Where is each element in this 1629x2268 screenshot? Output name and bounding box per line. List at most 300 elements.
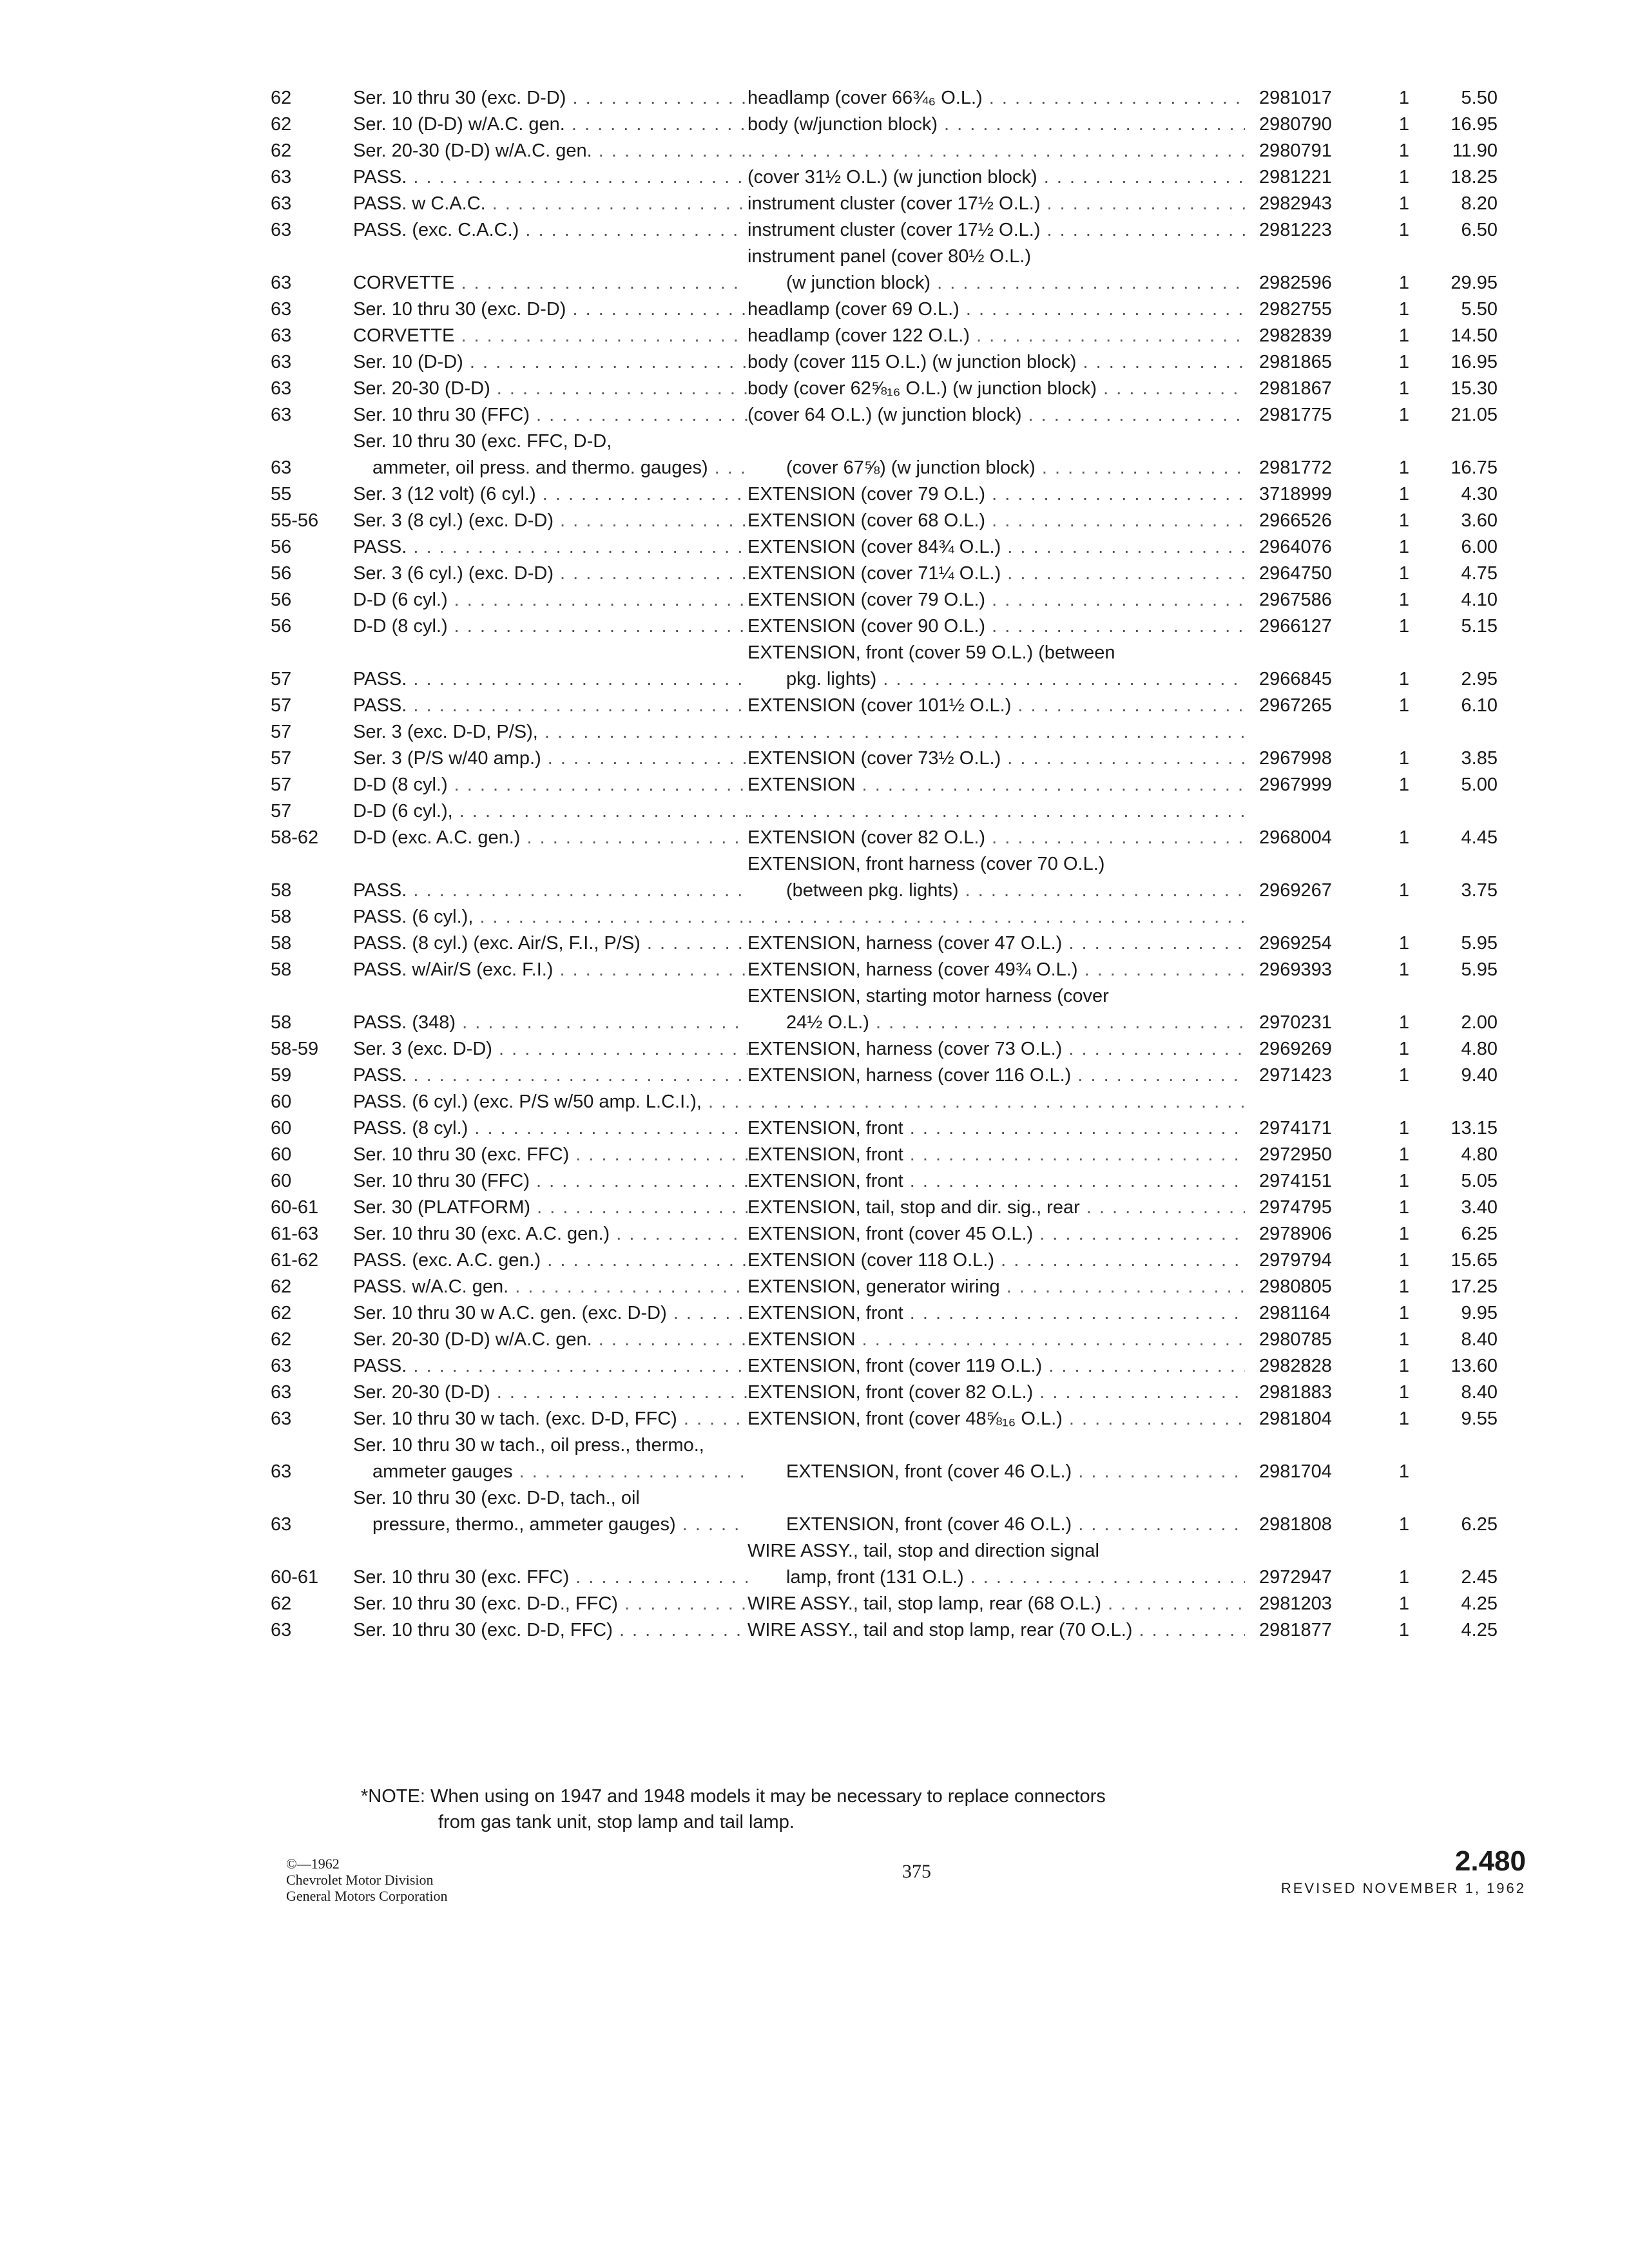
part-number-cell: 2968004 bbox=[1259, 827, 1332, 848]
part-number-cell: 2981808 bbox=[1259, 1514, 1332, 1535]
description-cell-line: body (cover 115 O.L.) (w junction block) . . . bbox=[747, 349, 1245, 376]
quantity-cell: 1 bbox=[1398, 1144, 1410, 1165]
quantity-cell: 1 bbox=[1398, 88, 1410, 108]
year-cell: 56 bbox=[271, 563, 292, 584]
price-cell: 8.40 bbox=[1461, 1382, 1498, 1403]
model-cell-line: Ser. 10 thru 30 (FFC) . . . bbox=[353, 402, 747, 428]
price-cell: 6.25 bbox=[1461, 1514, 1498, 1535]
description-cell-line: (between pkg. lights) . . . bbox=[747, 878, 1245, 904]
model-cell-line: CORVETTE . . . bbox=[353, 323, 747, 349]
price-cell: 6.50 bbox=[1461, 220, 1498, 240]
model-cell bbox=[353, 798, 747, 825]
quantity-cell: 1 bbox=[1398, 1276, 1410, 1297]
quantity-cell: 1 bbox=[1398, 537, 1410, 557]
price-cell: 3.60 bbox=[1461, 510, 1498, 531]
catalog-row bbox=[271, 508, 1579, 534]
description-cell-line: (cover 64 O.L.) (w junction block) . . . bbox=[747, 402, 1245, 428]
catalog-row bbox=[271, 1406, 1579, 1432]
quantity-cell: 1 bbox=[1398, 1620, 1410, 1640]
year-cell: 63 bbox=[271, 193, 292, 214]
model-cell bbox=[353, 1617, 747, 1644]
page-number: 375 bbox=[902, 1861, 931, 1882]
model-cell bbox=[353, 296, 747, 323]
description-cell-line: EXTENSION (cover 68 O.L.) . . . bbox=[747, 508, 1245, 534]
year-cell: 63 bbox=[271, 299, 292, 320]
copyright-corporation: General Motors Corporation bbox=[286, 1888, 448, 1904]
model-cell bbox=[353, 825, 747, 851]
model-cell-line: Ser. 10 thru 30 (exc. A.C. gen.) . . . bbox=[353, 1221, 747, 1247]
model-cell bbox=[353, 666, 747, 693]
model-cell-line: Ser. 10 (D-D) w/A.C. gen. . . . bbox=[353, 111, 747, 138]
description-cell-line: 24½ O.L.) . . . bbox=[747, 1010, 1245, 1036]
price-cell: 2.00 bbox=[1461, 1012, 1498, 1033]
catalog-row bbox=[271, 1353, 1579, 1379]
year-cell: 58 bbox=[271, 959, 292, 980]
year-cell: 63 bbox=[271, 1620, 292, 1640]
part-number-cell: 2982596 bbox=[1259, 273, 1332, 293]
description-cell-line: EXTENSION, front . . . bbox=[747, 1168, 1245, 1195]
part-number-cell: 3718999 bbox=[1259, 484, 1332, 505]
model-cell-line: ammeter gauges . . . bbox=[353, 1459, 747, 1485]
model-cell bbox=[353, 1327, 747, 1353]
model-cell bbox=[353, 587, 747, 613]
price-cell: 16.95 bbox=[1451, 114, 1498, 135]
description-cell-line: headlamp (cover 122 O.L.) . . . bbox=[747, 323, 1245, 349]
description-cell bbox=[747, 1485, 1245, 1538]
description-cell-line: headlamp (cover 69 O.L.) . . . bbox=[747, 296, 1245, 323]
model-cell bbox=[353, 508, 747, 534]
model-cell-line: Ser. 10 thru 30 w tach. (exc. D-D, FFC) . . . bbox=[353, 1406, 747, 1432]
description-cell bbox=[747, 825, 1245, 851]
model-cell-line: D-D (8 cyl.) . . . bbox=[353, 772, 747, 798]
year-cell: 63 bbox=[271, 1408, 292, 1429]
description-cell bbox=[747, 561, 1245, 587]
part-number-cell: 2982828 bbox=[1259, 1356, 1332, 1376]
model-cell-line: PASS. . . . bbox=[353, 534, 747, 561]
model-cell bbox=[353, 1406, 747, 1432]
price-cell: 8.40 bbox=[1461, 1329, 1498, 1350]
description-cell-line: EXTENSION, front (cover 82 O.L.) . . . bbox=[747, 1379, 1245, 1406]
model-cell-line: PASS. (exc. C.A.C.) . . . bbox=[353, 217, 747, 244]
price-cell: 4.25 bbox=[1461, 1620, 1498, 1640]
price-cell: 6.10 bbox=[1461, 695, 1498, 716]
description-cell-line: instrument cluster (cover 17½ O.L.) . . . bbox=[747, 191, 1245, 217]
quantity-cell: 1 bbox=[1398, 273, 1410, 293]
part-number-cell: 2981017 bbox=[1259, 88, 1332, 108]
model-cell bbox=[353, 402, 747, 428]
description-cell-line bbox=[747, 798, 1245, 825]
description-cell bbox=[747, 1617, 1245, 1644]
quantity-cell: 1 bbox=[1398, 352, 1410, 372]
description-cell-line bbox=[747, 719, 1245, 745]
quantity-cell: 1 bbox=[1398, 1382, 1410, 1403]
price-cell: 4.30 bbox=[1461, 484, 1498, 505]
model-cell-line: PASS. . . . bbox=[353, 1062, 747, 1089]
part-number-cell: 2969393 bbox=[1259, 959, 1332, 980]
quantity-cell: 1 bbox=[1398, 695, 1410, 716]
part-number-cell: 2981223 bbox=[1259, 220, 1332, 240]
model-cell bbox=[353, 1353, 747, 1379]
model-cell bbox=[353, 930, 747, 957]
quantity-cell: 1 bbox=[1398, 167, 1410, 187]
year-cell: 58 bbox=[271, 933, 292, 954]
year-cell: 63 bbox=[271, 167, 292, 187]
part-number-cell: 2981877 bbox=[1259, 1620, 1332, 1640]
part-number-cell: 2966526 bbox=[1259, 510, 1332, 531]
catalog-row bbox=[271, 191, 1579, 217]
model-cell bbox=[353, 561, 747, 587]
price-cell: 16.95 bbox=[1451, 352, 1498, 372]
year-cell: 63 bbox=[271, 378, 292, 399]
price-cell: 8.20 bbox=[1461, 193, 1498, 214]
description-cell bbox=[747, 323, 1245, 349]
year-cell: 63 bbox=[271, 273, 292, 293]
quantity-cell: 1 bbox=[1398, 748, 1410, 769]
quantity-cell: 1 bbox=[1398, 140, 1410, 161]
model-cell bbox=[353, 1115, 747, 1142]
description-cell-line: EXTENSION, harness (cover 47 O.L.) . . . bbox=[747, 930, 1245, 957]
year-cell: 57 bbox=[271, 748, 292, 769]
model-cell bbox=[353, 772, 747, 798]
description-cell-line: EXTENSION (cover 90 O.L.) . . . bbox=[747, 613, 1245, 640]
price-cell: 4.80 bbox=[1461, 1039, 1498, 1059]
year-cell: 63 bbox=[271, 1461, 292, 1482]
model-cell-line: Ser. 20-30 (D-D) w/A.C. gen. . . . bbox=[353, 1327, 747, 1353]
catalog-row bbox=[271, 1221, 1579, 1247]
model-cell bbox=[353, 904, 747, 930]
catalog-row bbox=[271, 719, 1579, 745]
quantity-cell: 1 bbox=[1398, 1567, 1410, 1588]
quantity-cell: 1 bbox=[1398, 378, 1410, 399]
quantity-cell: 1 bbox=[1398, 827, 1410, 848]
price-cell: 2.45 bbox=[1461, 1567, 1498, 1588]
catalog-row bbox=[271, 1195, 1579, 1221]
part-number-cell: 2966845 bbox=[1259, 669, 1332, 689]
quantity-cell: 1 bbox=[1398, 880, 1410, 901]
description-cell bbox=[747, 983, 1245, 1036]
price-cell: 6.25 bbox=[1461, 1224, 1498, 1244]
description-cell-line bbox=[747, 138, 1245, 164]
part-number-cell: 2974171 bbox=[1259, 1118, 1332, 1139]
model-cell bbox=[353, 1564, 747, 1591]
model-cell-line: Ser. 10 thru 30 (exc. D-D) . . . bbox=[353, 296, 747, 323]
model-cell-line: D-D (exc. A.C. gen.) . . . bbox=[353, 825, 747, 851]
description-cell bbox=[747, 1538, 1245, 1591]
catalog-row bbox=[271, 111, 1579, 138]
description-cell bbox=[747, 1327, 1245, 1353]
description-cell-line: EXTENSION (cover 101½ O.L.) . . . bbox=[747, 693, 1245, 719]
part-number-cell: 2972950 bbox=[1259, 1144, 1332, 1165]
description-cell bbox=[747, 1115, 1245, 1142]
model-cell bbox=[353, 1274, 747, 1300]
description-cell bbox=[747, 244, 1245, 296]
year-cell: 62 bbox=[271, 1593, 292, 1614]
year-cell: 57 bbox=[271, 722, 292, 742]
catalog-row bbox=[271, 164, 1579, 191]
year-cell: 62 bbox=[271, 88, 292, 108]
year-cell: 63 bbox=[271, 1382, 292, 1403]
catalog-row bbox=[271, 1432, 1579, 1485]
year-cell: 60-61 bbox=[271, 1197, 319, 1218]
model-cell-line: PASS. (8 cyl.) (exc. Air/S, F.I., P/S) . . . bbox=[353, 930, 747, 957]
catalog-row bbox=[271, 745, 1579, 772]
description-cell bbox=[747, 930, 1245, 957]
description-cell-line: instrument panel (cover 80½ O.L.) bbox=[747, 246, 1032, 267]
price-cell: 5.05 bbox=[1461, 1171, 1498, 1191]
model-cell-line: D-D (6 cyl.) . . . bbox=[353, 587, 747, 613]
catalog-row bbox=[271, 561, 1579, 587]
model-cell-line: PASS. . . . bbox=[353, 693, 747, 719]
price-cell: 15.30 bbox=[1451, 378, 1498, 399]
description-cell-line: EXTENSION . . . bbox=[747, 1327, 1245, 1353]
quantity-cell: 1 bbox=[1398, 590, 1410, 610]
description-cell-line bbox=[747, 1485, 1245, 1512]
model-cell bbox=[353, 1089, 747, 1115]
year-cell: 57 bbox=[271, 801, 292, 822]
catalog-row bbox=[271, 428, 1579, 481]
price-cell: 5.50 bbox=[1461, 88, 1498, 108]
description-cell bbox=[747, 1300, 1245, 1327]
part-number-cell: 2981164 bbox=[1259, 1303, 1331, 1323]
description-cell-line: WIRE ASSY., tail and stop lamp, rear (70 O.L.) . . . bbox=[747, 1617, 1245, 1644]
model-cell-line: PASS. . . . bbox=[353, 666, 747, 693]
year-cell: 62 bbox=[271, 114, 292, 135]
description-cell-line: instrument cluster (cover 17½ O.L.) . . . bbox=[747, 217, 1245, 244]
description-cell-line bbox=[747, 904, 1245, 930]
part-number-cell: 2982755 bbox=[1259, 299, 1332, 320]
description-cell bbox=[747, 1406, 1245, 1432]
part-number-cell: 2981772 bbox=[1259, 457, 1332, 478]
model-cell-line: Ser. 3 (P/S w/40 amp.) . . . bbox=[353, 745, 747, 772]
model-cell-line: Ser. 10 thru 30 w A.C. gen. (exc. D-D) . . . bbox=[353, 1300, 747, 1327]
part-number-cell: 2980785 bbox=[1259, 1329, 1332, 1350]
description-cell-line: EXTENSION, front (cover 46 O.L.) . . . bbox=[747, 1512, 1245, 1538]
model-cell bbox=[353, 719, 747, 745]
part-number-cell: 2980790 bbox=[1259, 114, 1332, 135]
quantity-cell: 1 bbox=[1398, 1408, 1410, 1429]
description-cell bbox=[747, 613, 1245, 640]
part-number-cell: 2982943 bbox=[1259, 193, 1332, 214]
quantity-cell: 1 bbox=[1398, 1012, 1410, 1033]
model-cell-line: D-D (6 cyl.), . . . bbox=[353, 798, 747, 825]
copyright-block bbox=[286, 1856, 448, 1904]
part-number-cell: 2981203 bbox=[1259, 1593, 1332, 1614]
description-cell-line: headlamp (cover 66¾₆ O.L.) . . . bbox=[747, 85, 1245, 111]
description-cell bbox=[747, 1036, 1245, 1062]
quantity-cell: 1 bbox=[1398, 1514, 1410, 1535]
catalog-row bbox=[271, 640, 1579, 693]
quantity-cell: 1 bbox=[1398, 1593, 1410, 1614]
price-cell: 5.95 bbox=[1461, 959, 1498, 980]
model-cell-line: Ser. 3 (12 volt) (6 cyl.) . . . bbox=[353, 481, 747, 508]
price-cell: 13.60 bbox=[1451, 1356, 1498, 1376]
catalog-row bbox=[271, 1062, 1579, 1089]
model-cell-line: Ser. 10 thru 30 (exc. FFC) . . . bbox=[353, 1142, 747, 1168]
model-cell bbox=[353, 613, 747, 640]
catalog-row bbox=[271, 481, 1579, 508]
year-cell: 63 bbox=[271, 1514, 292, 1535]
description-cell-line: EXTENSION, front . . . bbox=[747, 1115, 1245, 1142]
catalog-row bbox=[271, 244, 1579, 296]
catalog-row bbox=[271, 798, 1579, 825]
quantity-cell: 1 bbox=[1398, 484, 1410, 505]
model-cell-line: Ser. 10 thru 30 (exc. D-D, tach., oil bbox=[353, 1488, 640, 1508]
copyright-year: ©—1962 bbox=[286, 1856, 340, 1872]
quantity-cell: 1 bbox=[1398, 1224, 1410, 1244]
part-number-cell: 2974151 bbox=[1259, 1171, 1332, 1191]
copyright-division: Chevrolet Motor Division bbox=[286, 1872, 434, 1888]
catalog-row bbox=[271, 1274, 1579, 1300]
description-cell-line: EXTENSION, tail, stop and dir. sig., rear . . . bbox=[747, 1195, 1245, 1221]
description-cell bbox=[747, 349, 1245, 376]
price-cell: 29.95 bbox=[1451, 273, 1498, 293]
part-number-cell: 2980805 bbox=[1259, 1276, 1332, 1297]
price-cell: 21.05 bbox=[1451, 405, 1498, 425]
price-cell: 2.95 bbox=[1461, 669, 1498, 689]
description-cell bbox=[747, 693, 1245, 719]
price-cell: 6.00 bbox=[1461, 537, 1498, 557]
price-cell: 16.75 bbox=[1451, 457, 1498, 478]
description-cell-line: EXTENSION (cover 79 O.L.) . . . bbox=[747, 481, 1245, 508]
description-cell-line: EXTENSION (cover 73½ O.L.) . . . bbox=[747, 745, 1245, 772]
description-cell bbox=[747, 376, 1245, 402]
year-cell: 55-56 bbox=[271, 510, 319, 531]
price-cell: 13.15 bbox=[1451, 1118, 1498, 1139]
part-number-cell: 2967999 bbox=[1259, 774, 1332, 795]
year-cell: 60-61 bbox=[271, 1567, 319, 1588]
part-number-cell: 2979794 bbox=[1259, 1250, 1332, 1271]
model-cell-line: Ser. 10 (D-D) . . . bbox=[353, 349, 747, 376]
part-number-cell: 2980791 bbox=[1259, 140, 1332, 161]
description-cell bbox=[747, 1247, 1245, 1274]
model-cell bbox=[353, 481, 747, 508]
model-cell-line: PASS. (8 cyl.) . . . bbox=[353, 1115, 747, 1142]
quantity-cell: 1 bbox=[1398, 1039, 1410, 1059]
model-cell bbox=[353, 1591, 747, 1617]
model-cell-line: PASS. w/A.C. gen. . . . bbox=[353, 1274, 747, 1300]
year-cell: 55 bbox=[271, 484, 292, 505]
description-cell-line: body (w/junction block) . . . bbox=[747, 111, 1245, 138]
description-cell bbox=[747, 111, 1245, 138]
catalog-row bbox=[271, 138, 1579, 164]
model-cell bbox=[353, 85, 747, 111]
model-cell bbox=[353, 138, 747, 164]
model-cell-line: Ser. 3 (exc. D-D) . . . bbox=[353, 1036, 747, 1062]
year-cell: 59 bbox=[271, 1065, 292, 1086]
year-cell: 63 bbox=[271, 405, 292, 425]
model-cell-line: Ser. 10 thru 30 (exc. D-D) . . . bbox=[353, 85, 747, 111]
model-cell-line: PASS. . . . bbox=[353, 164, 747, 191]
description-cell-line: WIRE ASSY., tail, stop and direction signal bbox=[747, 1541, 1099, 1561]
model-cell bbox=[353, 376, 747, 402]
catalog-row bbox=[271, 296, 1579, 323]
model-cell-line: Ser. 3 (6 cyl.) (exc. D-D) . . . bbox=[353, 561, 747, 587]
description-cell-line: EXTENSION (cover 84¾ O.L.) . . . bbox=[747, 534, 1245, 561]
part-number-cell: 2981804 bbox=[1259, 1408, 1332, 1429]
catalog-row bbox=[271, 1089, 1579, 1115]
catalog-row bbox=[271, 983, 1579, 1036]
catalog-row bbox=[271, 772, 1579, 798]
description-cell-line: EXTENSION, front (cover 59 O.L.) (between bbox=[747, 642, 1115, 663]
catalog-row bbox=[271, 1379, 1579, 1406]
catalog-row bbox=[271, 1617, 1579, 1644]
model-cell bbox=[353, 1247, 747, 1274]
year-cell: 63 bbox=[271, 352, 292, 372]
quantity-cell: 1 bbox=[1398, 1250, 1410, 1271]
price-cell: 11.90 bbox=[1452, 140, 1498, 161]
model-cell bbox=[353, 217, 747, 244]
model-cell-line: Ser. 10 thru 30 w tach., oil press., thermo., bbox=[353, 1435, 704, 1456]
quantity-cell: 1 bbox=[1398, 933, 1410, 954]
quantity-cell: 1 bbox=[1398, 669, 1410, 689]
quantity-cell: 1 bbox=[1398, 616, 1410, 637]
part-number-cell: 2967998 bbox=[1259, 748, 1332, 769]
model-cell-line: Ser. 3 (exc. D-D, P/S), . . . bbox=[353, 719, 747, 745]
description-cell-line: (cover 31½ O.L.) (w junction block) . . . bbox=[747, 164, 1245, 191]
description-cell-line: EXTENSION, front (cover 119 O.L.) . . . bbox=[747, 1353, 1245, 1379]
part-number-cell: 2972947 bbox=[1259, 1567, 1332, 1588]
description-cell bbox=[747, 164, 1245, 191]
part-number-cell: 2969254 bbox=[1259, 933, 1332, 954]
catalog-row bbox=[271, 402, 1579, 428]
year-cell: 58-62 bbox=[271, 827, 319, 848]
price-cell: 18.25 bbox=[1451, 167, 1498, 187]
description-cell-line bbox=[747, 428, 1245, 455]
price-cell: 9.95 bbox=[1461, 1303, 1498, 1323]
model-cell-line: Ser. 10 thru 30 (exc. FFC, D-D, bbox=[353, 431, 612, 452]
description-cell-line: EXTENSION, front (cover 48⅝₁₆ O.L.) . . . bbox=[747, 1406, 1245, 1432]
model-cell-line: PASS. w/Air/S (exc. F.I.) . . . bbox=[353, 957, 747, 983]
model-cell-line: pressure, thermo., ammeter gauges) . . . bbox=[353, 1512, 747, 1538]
price-cell: 3.75 bbox=[1461, 880, 1498, 901]
model-cell-line: Ser. 10 thru 30 (FFC) . . . bbox=[353, 1168, 747, 1195]
model-cell bbox=[353, 349, 747, 376]
revision-date: REVISED NOVEMBER 1, 1962 bbox=[1280, 1880, 1526, 1896]
model-cell bbox=[353, 1036, 747, 1062]
year-cell: 61-62 bbox=[271, 1250, 319, 1271]
part-number-cell: 2969267 bbox=[1259, 880, 1332, 901]
model-cell bbox=[353, 1432, 747, 1485]
part-number-cell: 2981775 bbox=[1259, 405, 1332, 425]
year-cell: 63 bbox=[271, 1356, 292, 1376]
model-cell-line: ammeter, oil press. and thermo. gauges) . . . bbox=[353, 455, 747, 481]
year-cell: 63 bbox=[271, 220, 292, 240]
price-cell: 4.25 bbox=[1461, 1593, 1498, 1614]
description-cell-line: EXTENSION, generator wiring . . . bbox=[747, 1274, 1245, 1300]
catalog-row bbox=[271, 851, 1579, 904]
description-cell bbox=[747, 1142, 1245, 1168]
catalog-row bbox=[271, 957, 1579, 983]
model-cell bbox=[353, 534, 747, 561]
description-cell bbox=[747, 1379, 1245, 1406]
year-cell: 57 bbox=[271, 669, 292, 689]
model-cell-line: Ser. 10 thru 30 (exc. D-D, FFC) . . . bbox=[353, 1617, 747, 1644]
model-cell bbox=[353, 1195, 747, 1221]
description-cell-line: EXTENSION, front . . . bbox=[747, 1300, 1245, 1327]
price-cell: 14.50 bbox=[1451, 325, 1498, 346]
part-number-cell: 2969269 bbox=[1259, 1039, 1332, 1059]
price-cell: 15.65 bbox=[1451, 1250, 1498, 1271]
catalog-row bbox=[271, 693, 1579, 719]
year-cell: 62 bbox=[271, 140, 292, 161]
year-cell: 62 bbox=[271, 1276, 292, 1297]
catalog-row bbox=[271, 904, 1579, 930]
catalog-row bbox=[271, 376, 1579, 402]
catalog-row bbox=[271, 85, 1579, 111]
description-cell bbox=[747, 138, 1245, 164]
part-number-cell: 2964750 bbox=[1259, 563, 1332, 584]
price-cell: 4.80 bbox=[1461, 1144, 1498, 1165]
